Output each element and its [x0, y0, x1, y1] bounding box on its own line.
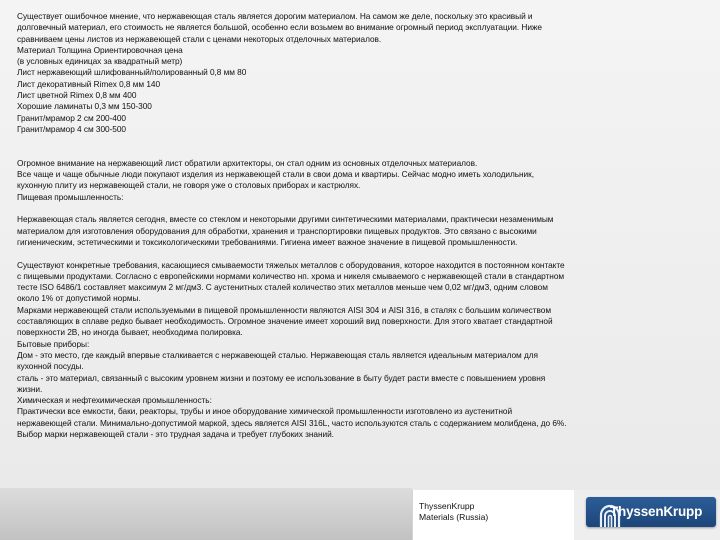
section-heading: Химическая и нефтехимическая промышленность: [17, 395, 212, 406]
footer-bar-left [0, 488, 412, 540]
logo-area [574, 490, 720, 540]
text-line: тесте ISO 6486/1 составляет максимум 2 мг/дм3. С аустенитных сталей количество этих металлов меньше чем 0,02 мг/дм3, одним словом [17, 282, 548, 293]
text-line: сравниваем цены листов из нержавеющей стали с ценами некоторых отделочных материалов. [17, 33, 382, 44]
text-line: Огромное внимание на нержавеющий лист обратили архитекторы, он стал одним из основных отделочных материалов. [17, 157, 478, 168]
text-line: жизни. [17, 383, 43, 394]
footer-company-subtitle: Materials (Russia) [419, 512, 489, 522]
text-line: долговечный материал, его стоимость не является большой, особенно если возьмем во внимание огромный период эксплуатации. Ниже [17, 22, 542, 33]
price-table-row: Лист декоративный Rimex 0,8 мм 140 [17, 78, 161, 89]
text-line: около 1% от допустимой нормы. [17, 293, 141, 304]
text-line: Нержавеющая сталь является сегодня, вместе со стеклом и некоторыми другими синтетическими материалами, практически незаменимым [17, 214, 554, 225]
text-line: Дом - это место, где каждый впервые сталкивается с нержавеющей сталью. Нержавеющая сталь является идеальным материалом для [17, 349, 538, 360]
price-table-row: Лист цветной Rimex 0,8 мм 400 [17, 90, 137, 101]
text-line: составляющих в сплаве редко бывает необходимость. Огромное значение имеет хороший вид поверхности. Для этого хватает стандартной [17, 316, 553, 327]
spacer [17, 147, 705, 158]
text-line: гигиеническим, эстетическими и токсикологическими требованиями. Гигиена имеет важное значение в пищевой промышленности. [17, 236, 518, 247]
footer-company-card [412, 490, 575, 540]
footer-company-name: ThyssenKrupp [419, 501, 475, 511]
section-heading: Бытовые приборы: [17, 338, 90, 349]
text-line: Существует ошибочное мнение, что нержавеющая сталь является дорогим материалом. На самом же деле, поскольку это красивый и [17, 11, 533, 21]
text-line: поверхности 2B, но иногда бывает, необходима полировка. [17, 327, 243, 338]
text-line: Практически все емкости, баки, реакторы, трубы и иное оборудование химической промышленности изготовлено из аустенитной [17, 406, 513, 417]
price-table-header: Материал Толщина Ориентировочная цена [17, 44, 183, 55]
spacer [17, 203, 705, 214]
logo-wordmark: ThyssenKrupp [610, 504, 703, 519]
price-table-row: Гранит/мрамор 2 см 200-400 [17, 112, 126, 123]
text-line: кухонной посуды. [17, 361, 84, 372]
price-table-row: Лист нержавеющий шлифованный/полированный 0,8 мм 80 [17, 67, 247, 78]
spacer [17, 135, 705, 146]
section-heading: Пищевая промышленность: [17, 191, 124, 202]
text-line: Существуют конкретные требования, касающиеся смываемости тяжелых металлов с оборудования, которое находится в постоянном контакте [17, 259, 565, 270]
text-line: Все чаще и чаще обычные люди покупают изделия из нержавеющей стали в свои дома и квартиры. Сейчас модно иметь холодильник, [17, 169, 534, 180]
text-line: Выбор марки нержавеющей стали - это трудная задача и требует глубоких знаний. [17, 428, 334, 439]
price-table-row: Гранит/мрамор 4 см 300-500 [17, 123, 126, 134]
text-line: кухонную плиту из нержавеющей стали, не говоря уже о столовых приборах и кастрюлях. [17, 180, 361, 191]
price-table-header-units: (в условных единицах за квадратный метр) [17, 56, 183, 67]
document-body [17, 11, 705, 440]
text-line: сталь - это материал, связанный с высоким уровнем жизни и поэтому ее использование в быту будет расти вместе с повышением уровня [17, 372, 546, 383]
text-line: Марками нержавеющей стали используемыми в пищевой промышленности являются AISI 304 и AISI 316, в сталях с большим количеством [17, 304, 551, 315]
text-line: материалом для изготовления оборудования для обработки, хранения и транспортировки пищевых продуктов. Это связано с высокими [17, 225, 537, 236]
price-table-row: Хорошие ламинаты 0,3 мм 150-300 [17, 101, 152, 112]
text-line: нержавеющей стали. Минимально-допустимой маркой, здесь является AISI 316L, часто используются сталь с содержанием молибдена, до 6%. [17, 417, 567, 428]
text-line: с пищевыми продуктами. Согласно с европейскими нормами количество нп. хрома и никеля смываемого с нержавеющей стали в стандартном [17, 270, 565, 281]
thyssenkrupp-logo [586, 497, 716, 527]
spacer [17, 248, 705, 259]
